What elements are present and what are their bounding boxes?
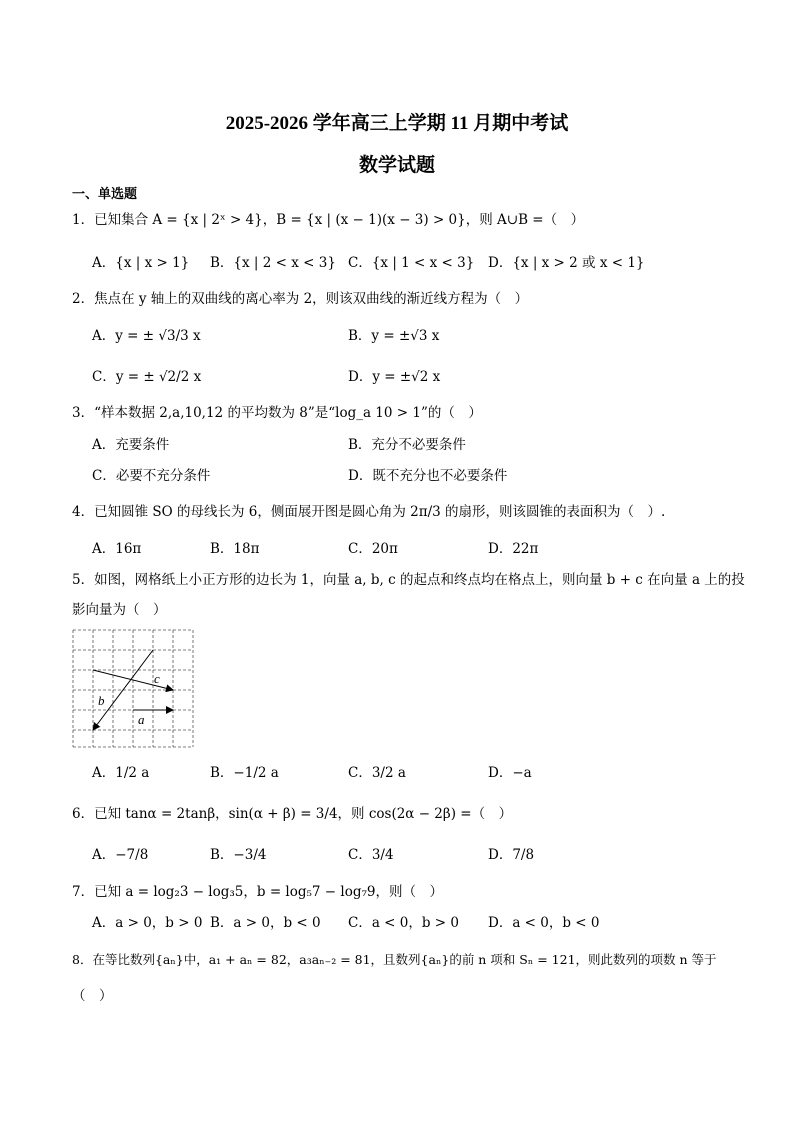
label-a: a <box>138 712 145 727</box>
q7-option-b: B．a > 0，b < 0 <box>210 915 321 931</box>
question-3-stem: 3．“样本数据 2,a,10,12 的平均数为 8”是“log_a 10 > 1”的（ ） <box>72 405 482 421</box>
q4-option-c: C．20π <box>348 541 398 557</box>
question-1-stem: 1．已知集合 A = {x | 2ˣ > 4}，B = {x | (x − 1)(x − 3) > 0}，则 A∪B =（ ） <box>72 212 585 228</box>
vector-grid-figure <box>70 627 196 749</box>
q5-option-b: B．−1/2 a <box>210 765 279 781</box>
q4-option-d: D．22π <box>488 541 539 557</box>
q7-option-d: D．a < 0，b < 0 <box>488 915 600 931</box>
question-4-stem: 4．已知圆锥 SO 的母线长为 6，侧面展开图是圆心角为 2π/3 的扇形，则该圆锥的表面积为（ ）. <box>72 504 666 520</box>
question-8-stem-line1: 8．在等比数列{aₙ}中，a₁ + aₙ = 82，a₃aₙ₋₂ = 81，且数列{aₙ}的前 n 项和 Sₙ = 121，则此数列的项数 n 等于 <box>72 952 717 967</box>
q1-option-c: C．{x | 1 < x < 3} <box>348 255 475 271</box>
exam-title: 2025-2026 学年高三上学期 11 月期中考试 <box>225 113 569 134</box>
q5-option-c: C．3/2 a <box>348 765 406 781</box>
grid-lines <box>73 630 193 747</box>
q3-option-b: B．充分不必要条件 <box>348 437 466 453</box>
question-5-stem-line1: 5．如图，网格纸上小正方形的边长为 1，向量 a, b, c 的起点和终点均在格点上，则向量 b + c 在向量 a 上的投 <box>72 572 745 588</box>
q1-option-a: A．{x | x > 1} <box>92 255 190 271</box>
q4-option-a: A．16π <box>92 541 142 557</box>
q3-option-c: C．必要不充分条件 <box>92 468 211 484</box>
q7-option-a: A．a > 0，b > 0 <box>92 915 203 931</box>
q6-option-c: C．3/4 <box>348 847 394 863</box>
question-8-stem-line2: （ ） <box>72 988 113 1004</box>
q5-option-a: A．1/2 a <box>92 765 150 781</box>
q2-option-c: C．y = ± √2/2 x <box>92 369 202 385</box>
question-7-stem: 7．已知 a = log₂3 − log₃5，b = log₅7 − log₇9，则（ ） <box>72 884 443 900</box>
label-c: c <box>154 671 160 686</box>
q1-option-d: D．{x | x > 2 或 x < 1} <box>488 255 645 271</box>
q6-option-b: B．−3/4 <box>210 847 267 863</box>
q6-option-a: A．−7/8 <box>92 847 149 863</box>
q3-option-d: D．既不充分也不必要条件 <box>348 468 508 484</box>
exam-subtitle: 数学试题 <box>358 155 435 176</box>
q2-option-d: D．y = ±√2 x <box>348 369 441 385</box>
question-6-stem: 6．已知 tanα = 2tanβ，sin(α + β) = 3/4，则 cos(2α − 2β) =（ ） <box>72 806 513 822</box>
label-b: b <box>98 693 105 708</box>
question-5-stem-line2: 影向量为（ ） <box>72 602 167 618</box>
q2-option-b: B．y = ±√3 x <box>348 328 440 344</box>
section-heading: 一、单选题 <box>72 187 138 202</box>
q7-option-c: C．a < 0，b > 0 <box>348 915 459 931</box>
q5-option-d: D．−a <box>488 765 532 781</box>
q6-option-d: D．7/8 <box>488 847 535 863</box>
q2-option-a: A．y = ± √3/3 x <box>92 328 201 344</box>
q4-option-b: B．18π <box>210 541 260 557</box>
question-2-stem: 2．焦点在 y 轴上的双曲线的离心率为 2，则该双曲线的渐近线方程为（ ） <box>72 291 529 307</box>
q3-option-a: A．充要条件 <box>92 437 170 453</box>
q1-option-b: B．{x | 2 < x < 3} <box>210 255 336 271</box>
